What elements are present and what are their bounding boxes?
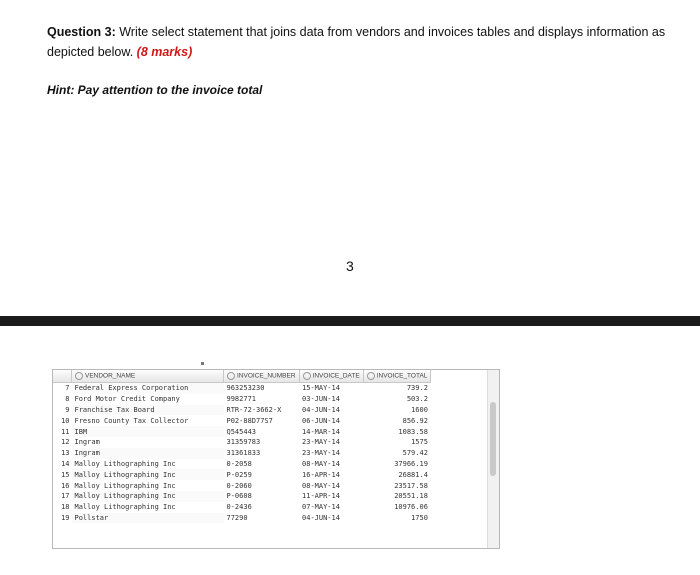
cell-invoice-date: 23-MAY-14 [302, 438, 340, 447]
cell-invoice-date: 16-APR-14 [302, 470, 340, 479]
cell-invoice-total: 856.92 [402, 416, 428, 425]
table-header-row [53, 370, 431, 383]
query-result-grid[interactable] [52, 369, 500, 549]
row-number: 11 [61, 427, 70, 436]
cell-invoice-number: 0-2060 [226, 481, 252, 490]
cell-vendor-name: Franchise Tax Board [72, 405, 224, 416]
cell-invoice-total: 579.42 [402, 449, 428, 458]
cursor-mark [201, 362, 204, 365]
cell-vendor-name: Fresno County Tax Collector [74, 416, 189, 425]
table-row[interactable] [53, 415, 431, 426]
cell-invoice-total: 1600 [411, 405, 428, 414]
cell-vendor-name: Malloy Lithographing Inc [72, 469, 224, 480]
cell-invoice-total: 503.2 [406, 395, 428, 404]
column-header-invoice-total[interactable]: INVOICE_TOTAL [363, 370, 431, 383]
table-row[interactable] [53, 383, 431, 394]
question-text [47, 22, 667, 62]
cell-invoice-date: 15-MAY-14 [302, 384, 340, 393]
cell-invoice-date: 06-JUN-14 [302, 416, 340, 425]
cell-invoice-number: 77290 [226, 513, 248, 522]
cell-invoice-number: 31361833 [226, 449, 261, 458]
cell-vendor-name: IBM [72, 426, 224, 437]
row-number: 9 [65, 405, 70, 414]
question-body: Write select statement that joins data from vendors and invoices tables and displays information as depicted below. [47, 25, 666, 59]
row-number: 16 [61, 481, 70, 490]
cell-invoice-total: 10976.06 [394, 503, 428, 512]
column-sort-icon [367, 372, 375, 380]
scrollbar-thumb[interactable] [490, 402, 496, 476]
cell-vendor-name: Ingram [72, 448, 224, 459]
table-row[interactable] [53, 437, 431, 448]
cell-vendor-name: Malloy Lithographing Inc [74, 503, 176, 512]
cell-invoice-total: 26881.4 [398, 470, 428, 479]
row-number-header [53, 370, 72, 383]
column-sort-icon [75, 372, 83, 380]
table-row[interactable] [53, 394, 431, 405]
vertical-scrollbar[interactable] [487, 370, 499, 548]
table-row[interactable] [53, 426, 431, 437]
cell-invoice-total: 1575 [411, 438, 428, 447]
cell-invoice-number: 0-2058 [226, 459, 252, 468]
cell-vendor-name: Malloy Lithographing Inc [72, 491, 224, 502]
cell-invoice-number: P-0608 [226, 492, 252, 501]
cell-invoice-number: 0-2436 [226, 503, 252, 512]
column-header-invoice-date[interactable]: INVOICE_DATE [299, 370, 363, 383]
cell-invoice-number: P02-88D77S7 [226, 416, 273, 425]
cell-invoice-total: 739.2 [406, 384, 428, 393]
cell-invoice-total: 23517.58 [394, 481, 428, 490]
cell-invoice-total: 20551.18 [394, 492, 428, 501]
table-row[interactable] [53, 459, 431, 470]
question-marks: (8 marks) [136, 45, 193, 59]
cell-invoice-number: 31359783 [226, 438, 261, 447]
cell-invoice-total: 37966.19 [394, 459, 428, 468]
table-row[interactable] [53, 502, 431, 513]
cell-vendor-name: Malloy Lithographing Inc [74, 481, 176, 490]
cell-invoice-date: 23-MAY-14 [302, 449, 340, 458]
page-number: 3 [346, 258, 354, 274]
column-sort-icon [303, 372, 311, 380]
question-label: Question 3: [47, 25, 116, 39]
row-number: 12 [61, 438, 70, 447]
cell-invoice-number: Q545443 [226, 427, 257, 436]
cell-vendor-name: Ingram [74, 438, 100, 447]
cell-invoice-number: P-0259 [226, 470, 252, 479]
cell-vendor-name: Federal Express Corporation [72, 383, 224, 394]
table-row[interactable] [53, 491, 431, 502]
row-number: 14 [61, 459, 70, 468]
row-number: 15 [61, 470, 70, 479]
table-row[interactable] [53, 469, 431, 480]
cell-invoice-total: 1083.58 [398, 427, 428, 436]
column-sort-icon [227, 372, 235, 380]
row-number: 7 [65, 384, 70, 393]
cell-invoice-number: 963253230 [226, 384, 265, 393]
column-header-vendor-name[interactable]: VENDOR_NAME [72, 370, 224, 383]
row-number: 13 [61, 449, 70, 458]
row-number: 19 [61, 513, 70, 522]
table-row[interactable] [53, 405, 431, 416]
hint-text: Hint: Pay attention to the invoice total [47, 83, 263, 97]
cell-invoice-date: 03-JUN-14 [302, 395, 340, 404]
cell-vendor-name: Malloy Lithographing Inc [74, 459, 176, 468]
cell-invoice-date: 14-MAR-14 [302, 427, 340, 436]
cell-vendor-name: Pollstar [72, 513, 224, 524]
cell-invoice-date: 04-JUN-14 [302, 405, 340, 414]
cell-invoice-date: 04-JUN-14 [302, 513, 340, 522]
row-number: 18 [61, 503, 70, 512]
row-number: 8 [65, 395, 70, 404]
result-table [53, 370, 431, 523]
cell-invoice-date: 08-MAY-14 [302, 481, 340, 490]
cell-invoice-date: 08-MAY-14 [302, 459, 340, 468]
table-row[interactable] [53, 448, 431, 459]
cell-invoice-total: 1750 [411, 513, 428, 522]
cell-vendor-name: Ford Motor Credit Company [74, 395, 180, 404]
row-number: 17 [61, 492, 70, 501]
cell-invoice-date: 07-MAY-14 [302, 503, 340, 512]
table-row[interactable] [53, 513, 431, 524]
row-number: 10 [61, 416, 70, 425]
column-header-invoice-number[interactable]: INVOICE_NUMBER [224, 370, 300, 383]
cell-invoice-number: RTR-72-3662-X [226, 405, 282, 414]
cell-invoice-number: 9982771 [226, 395, 257, 404]
table-row[interactable] [53, 480, 431, 491]
cell-invoice-date: 11-APR-14 [302, 492, 340, 501]
